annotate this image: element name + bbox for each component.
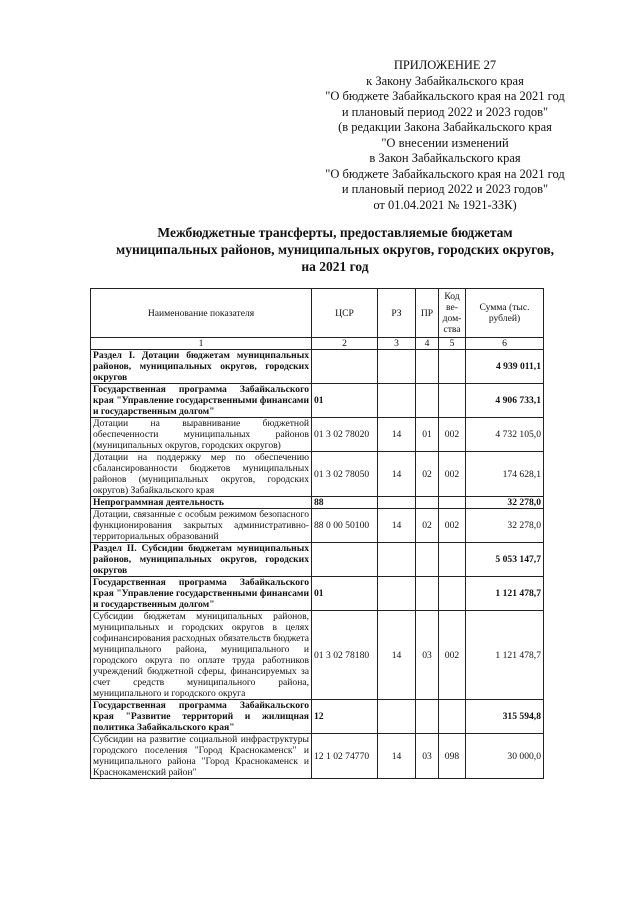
header-line: "О внесении изменений [381,135,509,150]
row-pr [416,700,439,734]
table-header-row [91,289,544,338]
row-sum: 315 594,8 [466,700,544,734]
row-pr: 01 [416,418,439,452]
row-rz: 14 [378,452,416,497]
header-line: (в редакции Закона Забайкальского края [338,120,552,134]
row-rz: 14 [378,611,416,700]
row-kod [439,350,466,384]
row-sum: 4 906 733,1 [466,384,544,418]
row-csr: 01 [312,577,378,611]
row-sum: 32 278,0 [466,497,544,509]
row-csr: 88 [312,497,378,509]
row-csr [312,543,378,577]
row-sum: 32 278,0 [466,509,544,543]
row-csr: 12 1 02 74770 [312,734,378,779]
column-number: 4 [416,338,439,350]
header-line: "О бюджете Забайкальского края на 2021 год [325,89,565,103]
row-kod [439,543,466,577]
row-pr: 03 [416,611,439,700]
row-name: Государственная программа Забайкальского края "Управление государственными финансами и государственным долгом" [91,577,312,611]
row-csr: 01 3 02 78180 [312,611,378,700]
row-kod [439,577,466,611]
row-csr: 88 0 00 50100 [312,509,378,543]
row-sum: 5 053 147,7 [466,543,544,577]
row-rz [378,350,416,384]
table-row [91,384,544,418]
column-number: 1 [91,338,312,350]
row-kod [439,700,466,734]
row-kod: 002 [439,509,466,543]
row-kod [439,497,466,509]
row-sum: 1 121 478,7 [466,577,544,611]
row-rz: 14 [378,509,416,543]
row-rz [378,384,416,418]
header-line: от 01.04.2021 № 1921-ЗЗК) [373,197,517,212]
column-number: 6 [466,338,544,350]
table-row [91,577,544,611]
table-row [91,509,544,543]
row-name: Дотации на выравнивание бюджетной обеспеченности муниципальных районов (муниципальных округов, городских округов) [91,418,312,452]
row-pr [416,384,439,418]
header-pr: ПР [416,289,439,338]
row-name: Дотации на поддержку мер по обеспечению сбалансированности бюджетов муниципальных районов (муниципальных округов, городских округов) Забайкальского края [91,452,312,497]
header-line: "О бюджете Забайкальского края на 2021 год [325,166,565,181]
header-kod: Код ве-дом-ства [439,289,466,338]
row-kod: 002 [439,611,466,700]
row-sum: 1 121 478,7 [466,611,544,700]
table-row [91,611,544,700]
row-name: Государственная программа Забайкальского края "Развитие территорий и жилищная политика Забайкальского края" [91,700,312,734]
row-sum: 4 732 105,0 [466,418,544,452]
row-name: Дотации, связанные с особым режимом безопасного функционирования закрытых административно-территориальных образований [91,509,312,543]
table-row [91,350,544,384]
row-name: Раздел II. Субсидии бюджетам муниципальных районов, муниципальных округов, городских округов [91,543,312,577]
table-row [91,700,544,734]
table-row [91,734,544,779]
header-line: ПРИЛОЖЕНИЕ 27 [393,58,497,72]
row-pr [416,577,439,611]
table-row [91,418,544,452]
header-line: и плановый период 2022 и 2023 годов" [341,182,549,196]
row-rz [378,543,416,577]
header-line: и плановый период 2022 и 2023 годов" [341,104,549,119]
row-pr [416,350,439,384]
row-pr [416,543,439,577]
row-rz: 14 [378,734,416,779]
row-csr: 01 3 02 78020 [312,418,378,452]
row-rz: 14 [378,418,416,452]
document-title [70,224,600,275]
table-row [91,543,544,577]
column-number: 2 [312,338,378,350]
row-name: Субсидии бюджетам муниципальных районов, муниципальных и городских округов в целях софинансирования расходных обязательств бюджета муниципального района, муниципального и городского округа по оплате труда работников учреждений бюджетной сферы, финансируемых за счет средств муниципального района, муниципального и городского округа [91,611,312,700]
row-pr: 02 [416,452,439,497]
row-sum: 30 000,0 [466,734,544,779]
row-name: Государственная программа Забайкальского края "Управление государственными финансами и государственным долгом" [91,384,312,418]
row-sum: 4 939 011,1 [466,350,544,384]
column-number: 5 [439,338,466,350]
header-name: Наименование показателя [91,289,312,338]
row-sum: 174 628,1 [466,452,544,497]
title-line: муниципальных районов, муниципальных округов, городских округов, [116,242,554,257]
row-csr [312,350,378,384]
row-name: Непрограммная деятельность [91,497,312,509]
row-rz [378,497,416,509]
column-number-row [91,338,544,350]
row-rz [378,700,416,734]
row-pr: 02 [416,509,439,543]
header-rz: РЗ [378,289,416,338]
row-csr: 12 [312,700,378,734]
header-line: к Закону Забайкальского края [366,73,524,88]
column-number: 3 [378,338,416,350]
row-kod: 002 [439,418,466,452]
transfers-table [90,288,544,779]
title-line: Межбюджетные трансферты, предоставляемые бюджетам [157,225,513,240]
row-name: Раздел I. Дотации бюджетам муниципальных районов, муниципальных округов, городских округов [91,350,312,384]
row-csr: 01 3 02 78050 [312,452,378,497]
header-sum: Сумма (тыс. рублей) [466,289,544,338]
table-row [91,452,544,497]
row-pr [416,497,439,509]
row-kod [439,384,466,418]
row-csr: 01 [312,384,378,418]
appendix-header [300,58,590,213]
row-kod: 098 [439,734,466,779]
row-kod: 002 [439,452,466,497]
table-row [91,497,544,509]
header-line: в Закон Забайкальского края [369,151,521,165]
row-name: Субсидии на развитие социальной инфраструктуры городского поселения "Город Краснокаменск" и муниципального района "Город Краснокаменск и Краснокаменский район" [91,734,312,779]
row-rz [378,577,416,611]
row-pr: 03 [416,734,439,779]
header-csr: ЦСР [312,289,378,338]
title-line: на 2021 год [301,259,369,274]
